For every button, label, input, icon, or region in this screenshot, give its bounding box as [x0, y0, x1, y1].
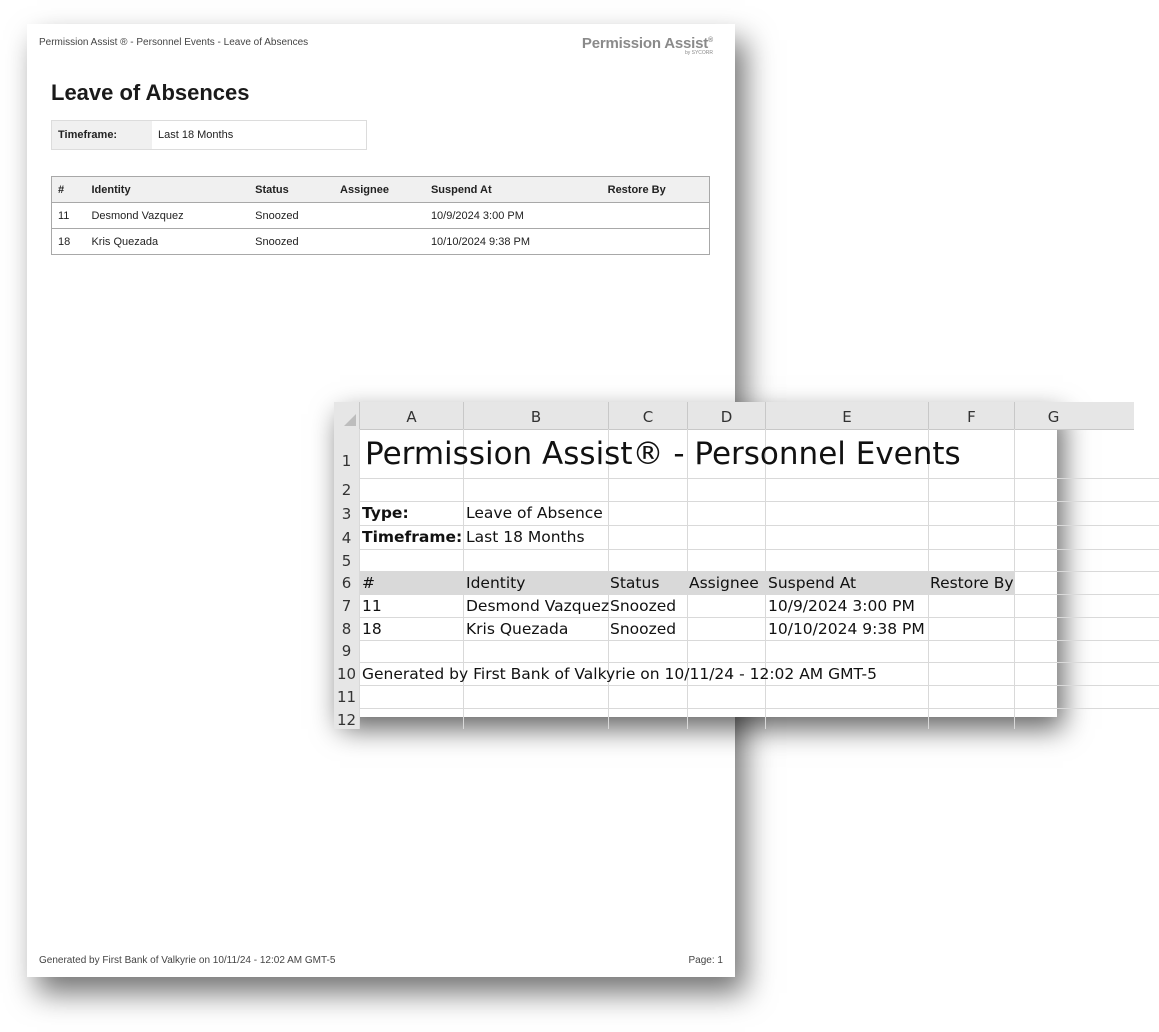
cell-identity: Kris Quezada — [85, 229, 249, 255]
header-identity: Identity — [466, 574, 526, 592]
gridline — [359, 594, 1159, 595]
row-header-bar — [334, 429, 359, 729]
row-number: 11 — [362, 597, 382, 615]
table-row — [52, 203, 710, 229]
cell-number: 18 — [52, 229, 86, 255]
select-all-icon — [344, 414, 356, 426]
gridline — [1014, 429, 1015, 729]
page-title: Leave of Absences — [51, 80, 250, 105]
header-status: Status — [610, 574, 660, 592]
row-header-12[interactable]: 12 — [336, 711, 357, 729]
row-header-11[interactable]: 11 — [336, 688, 357, 706]
logo-sub-text: by SYCORR — [684, 50, 713, 56]
sheet-title: Permission Assist® - Personnel Events — [365, 436, 961, 472]
type-value: Leave of Absence — [466, 504, 603, 522]
timeframe-label: Timeframe: — [52, 121, 152, 149]
row-header-1[interactable]: 1 — [341, 452, 352, 470]
row-header-7[interactable]: 7 — [341, 597, 352, 615]
row-suspend-at: 10/9/2024 3:00 PM — [768, 597, 915, 615]
header-assignee: Assignee — [689, 574, 759, 592]
cell-suspend-at: 10/10/2024 9:38 PM — [425, 229, 602, 255]
row-header-4[interactable]: 4 — [341, 529, 352, 547]
row-header-3[interactable]: 3 — [341, 505, 352, 523]
gridline — [687, 429, 688, 729]
row-status: Snoozed — [610, 620, 677, 638]
excel-spreadsheet — [334, 402, 1060, 729]
report-footer-page-number: Page: 1 — [688, 955, 723, 966]
column-header-number: # — [52, 177, 86, 203]
gridline — [765, 429, 766, 729]
cell-assignee — [334, 229, 425, 255]
column-header-d[interactable]: D — [687, 402, 765, 429]
permission-assist-logo — [582, 35, 713, 56]
gridline — [359, 429, 360, 729]
row-header-10[interactable]: 10 — [336, 665, 357, 683]
gridline — [359, 501, 1159, 502]
column-header-f[interactable]: F — [928, 402, 1014, 429]
cell-status: Snoozed — [249, 229, 334, 255]
cell-number: 11 — [52, 203, 86, 229]
column-header-assignee: Assignee — [334, 177, 425, 203]
timeframe-value: Last 18 Months — [466, 528, 585, 546]
column-header-bar — [334, 402, 1134, 430]
generated-footer: Generated by First Bank of Valkyrie on 10/11/24 - 12:02 AM GMT-5 — [362, 665, 877, 683]
gridline — [359, 478, 1159, 479]
gridline — [359, 708, 1159, 709]
column-header-status: Status — [249, 177, 334, 203]
gridline — [359, 617, 1159, 618]
header-restore-by: Restore By — [930, 574, 1014, 592]
gridline — [359, 549, 1159, 550]
cell-restore-by — [602, 203, 710, 229]
cell-assignee — [334, 203, 425, 229]
cell-status: Snoozed — [249, 203, 334, 229]
gridline — [608, 429, 609, 729]
header-suspend-at: Suspend At — [768, 574, 857, 592]
column-header-c[interactable]: C — [608, 402, 687, 429]
table-row — [52, 229, 710, 255]
gridline — [359, 525, 1159, 526]
gridline — [359, 685, 1159, 686]
column-header-g[interactable]: G — [1014, 402, 1092, 429]
row-header-9[interactable]: 9 — [341, 642, 352, 660]
gridline — [463, 429, 464, 729]
gridline — [359, 571, 1159, 572]
row-suspend-at: 10/10/2024 9:38 PM — [768, 620, 925, 638]
row-number: 18 — [362, 620, 382, 638]
select-all-corner[interactable] — [334, 402, 359, 429]
timeframe-value: Last 18 Months — [158, 129, 234, 141]
report-header-text: Permission Assist ® - Personnel Events - Leave of Absences — [39, 37, 309, 48]
row-status: Snoozed — [610, 597, 677, 615]
table-header-row — [52, 177, 710, 203]
row-identity: Kris Quezada — [466, 620, 569, 638]
cell-identity: Desmond Vazquez — [85, 203, 249, 229]
gridline — [359, 662, 1159, 663]
column-header-a[interactable]: A — [359, 402, 463, 429]
row-header-8[interactable]: 8 — [341, 620, 352, 638]
column-header-restore-by: Restore By — [602, 177, 710, 203]
gridline — [359, 640, 1159, 641]
row-header-6[interactable]: 6 — [341, 574, 352, 592]
type-label: Type: — [362, 504, 409, 522]
cell-suspend-at: 10/9/2024 3:00 PM — [425, 203, 602, 229]
timeframe-filter — [51, 120, 367, 150]
column-header-suspend-at: Suspend At — [425, 177, 602, 203]
header-number: # — [362, 574, 375, 592]
row-header-5[interactable]: 5 — [341, 552, 352, 570]
row-identity: Desmond Vazquez — [466, 597, 610, 615]
cell-restore-by — [602, 229, 710, 255]
logo-registered-mark: ® — [708, 37, 713, 44]
gridline — [928, 429, 929, 729]
logo-main-text: Permission Assist — [581, 35, 709, 52]
timeframe-label: Timeframe: — [362, 528, 463, 546]
leave-table — [51, 176, 710, 255]
report-footer-generated: Generated by First Bank of Valkyrie on 10/11/24 - 12:02 AM GMT-5 — [39, 955, 336, 966]
column-header-e[interactable]: E — [765, 402, 928, 429]
column-header-identity: Identity — [85, 177, 249, 203]
row-header-2[interactable]: 2 — [341, 481, 352, 499]
column-header-b[interactable]: B — [463, 402, 608, 429]
